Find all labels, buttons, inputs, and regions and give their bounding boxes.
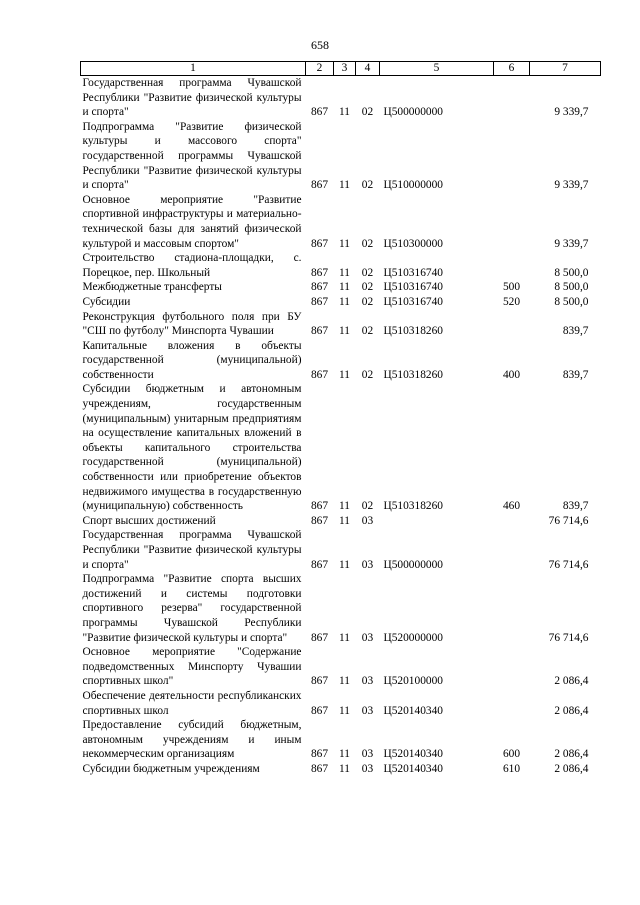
row-col6-cell: 610 (502, 762, 521, 775)
table-row (81, 251, 601, 280)
table-row (81, 295, 601, 310)
row-col5-cell: Ц500000000 (383, 558, 443, 571)
header-cell-4: 4 (356, 62, 380, 76)
row-col4-cell: 03 (361, 675, 374, 688)
row-col2-cell: 867 (310, 237, 329, 250)
table-row (81, 762, 601, 777)
row-col4-cell: 02 (361, 266, 374, 279)
row-col7-cell: 2 086,4 (554, 762, 589, 775)
row-name-cell: Основное мероприятие "Содержание подведомственных Минспорту Чувашии спортивных школ" (82, 646, 302, 688)
table-header (81, 62, 601, 76)
row-col7-cell: 839,7 (562, 368, 589, 381)
header-cell-2: 2 (306, 62, 334, 76)
row-col7-cell: 839,7 (562, 500, 589, 513)
row-col7-cell: 76 714,6 (548, 558, 589, 571)
header-cell-7: 7 (530, 62, 601, 76)
row-col4-cell: 02 (361, 106, 374, 119)
row-col3-cell: 11 (339, 500, 350, 513)
row-col2-cell: 867 (310, 762, 329, 775)
table-row (81, 310, 601, 339)
table-row (81, 645, 601, 689)
row-col6-cell (494, 528, 530, 572)
table-row (81, 689, 601, 718)
row-col7-cell: 9 339,7 (554, 237, 589, 250)
row-col5-cell: Ц520140340 (383, 704, 443, 717)
table-row (81, 718, 601, 762)
row-col6-cell: 600 (502, 748, 521, 761)
page-number: 658 (311, 38, 329, 52)
row-col6-cell (494, 76, 530, 120)
row-col2-cell: 867 (310, 558, 329, 571)
row-col3-cell: 11 (339, 514, 350, 527)
row-col2-cell: 867 (310, 704, 329, 717)
row-col5-cell: Ц510318260 (383, 325, 443, 338)
header-cell-6: 6 (494, 62, 530, 76)
table-row (81, 514, 601, 529)
row-col3-cell: 11 (339, 704, 350, 717)
row-col3-cell: 11 (339, 106, 350, 119)
row-col4-cell: 03 (361, 762, 374, 775)
row-col3-cell: 11 (339, 281, 350, 294)
row-name-cell: Государственная программа Чувашской Республики "Развитие физической культуры и спорта" (82, 77, 302, 119)
table-row (81, 572, 601, 645)
row-name-cell: Субсидии бюджетным учреждениям (82, 762, 260, 775)
row-col6-cell (494, 645, 530, 689)
table-row (81, 76, 601, 120)
row-name-cell: Субсидии бюджетным и автономным учреждениям, государственным (муниципальным) унитарным предприятиям на осуществление капитальных вложений в объекты капитального строительства государственной (муниципальной) собственности или приобретение объектов недвижимого имущества в государственную (муниципальную) собственность (82, 383, 302, 513)
row-name-cell: Предоставление субсидий бюджетным, автономным учреждениям и иным некоммерческим организациям (82, 719, 302, 761)
row-col5-cell: Ц510300000 (383, 237, 443, 250)
row-col2-cell: 867 (310, 179, 329, 192)
row-col4-cell: 02 (361, 237, 374, 250)
row-col2-cell: 867 (310, 500, 329, 513)
row-col6-cell (494, 193, 530, 251)
row-col3-cell: 11 (339, 748, 350, 761)
row-col5-cell: Ц510316740 (383, 266, 443, 279)
row-col4-cell: 02 (361, 281, 374, 294)
table-row (81, 280, 601, 295)
row-col7-cell: 8 500,0 (554, 295, 589, 308)
row-col5-cell: Ц510316740 (383, 281, 443, 294)
header-cell-1: 1 (81, 62, 306, 76)
row-col6-cell: 520 (502, 295, 521, 308)
row-col6-cell (494, 689, 530, 718)
row-col3-cell: 11 (339, 675, 350, 688)
row-col2-cell: 867 (310, 675, 329, 688)
row-col6-cell (494, 514, 530, 529)
row-col7-cell: 2 086,4 (554, 675, 589, 688)
row-col3-cell: 11 (339, 558, 350, 571)
row-col2-cell: 867 (310, 748, 329, 761)
row-col4-cell: 03 (361, 631, 374, 644)
row-col2-cell: 867 (310, 106, 329, 119)
row-name-cell: Подпрограмма "Развитие спорта высших достижений и системы подготовки спортивного резерва" государственной программы Чувашской Республики "Развитие физической культуры и спорта" (82, 573, 302, 644)
row-col4-cell: 03 (361, 514, 374, 527)
row-col3-cell: 11 (339, 266, 350, 279)
row-name-cell: Основное мероприятие "Развитие спортивной инфраструктуры и материально-технической базы для занятий физической культурой и массовым спортом" (82, 193, 302, 250)
row-col4-cell: 02 (361, 295, 374, 308)
row-name-cell: Реконструкция футбольного поля при БУ "СШ по футболу" Минспорта Чувашии (82, 310, 302, 338)
row-col4-cell: 02 (361, 179, 374, 192)
row-col3-cell: 11 (339, 631, 350, 644)
row-col5-cell: Ц510000000 (383, 179, 443, 192)
row-col3-cell: 11 (339, 179, 350, 192)
row-col5-cell: Ц500000000 (383, 106, 443, 119)
row-name-cell: Государственная программа Чувашской Республики "Развитие физической культуры и спорта" (82, 529, 302, 571)
table-row (81, 339, 601, 383)
row-name-cell: Капитальные вложения в объекты государственной (муниципальной) собственности (82, 339, 302, 381)
row-col2-cell: 867 (310, 514, 329, 527)
row-name-cell: Обеспечение деятельности республиканских спортивных школ (82, 689, 302, 717)
header-row (81, 62, 601, 76)
row-col7-cell: 2 086,4 (554, 704, 589, 717)
row-col7-cell: 839,7 (562, 325, 589, 338)
row-col6-cell: 400 (502, 368, 521, 381)
row-col7-cell: 8 500,0 (554, 281, 589, 294)
row-col5-cell: Ц520100000 (383, 675, 443, 688)
row-name-cell: Строительство стадиона-площадки, с. Порецкое, пер. Школьный (82, 252, 302, 279)
row-col5-cell (380, 514, 494, 529)
row-col3-cell: 11 (339, 762, 350, 775)
budget-table (80, 61, 601, 777)
row-col5-cell: Ц510316740 (383, 295, 443, 308)
row-col6-cell (494, 310, 530, 339)
row-col3-cell: 11 (339, 368, 350, 381)
row-col6-cell (494, 251, 530, 280)
row-name-cell: Межбюджетные трансферты (82, 281, 222, 294)
row-col2-cell: 867 (310, 295, 329, 308)
row-col2-cell: 867 (310, 266, 329, 279)
row-col7-cell: 9 339,7 (554, 106, 589, 119)
table-row (81, 528, 601, 572)
row-col5-cell: Ц520140340 (383, 748, 443, 761)
row-col6-cell (494, 572, 530, 645)
row-col5-cell: Ц520140340 (383, 762, 443, 775)
table-row (81, 382, 601, 513)
row-col4-cell: 02 (361, 368, 374, 381)
row-col3-cell: 11 (339, 325, 350, 338)
row-col6-cell: 500 (502, 281, 521, 294)
header-cell-3: 3 (334, 62, 356, 76)
row-col5-cell: Ц520000000 (383, 631, 443, 644)
row-col2-cell: 867 (310, 281, 329, 294)
row-col3-cell: 11 (339, 295, 350, 308)
row-name-cell: Подпрограмма "Развитие физической культуры и массового спорта" государственной программы Чувашской Республики "Развитие физической культуры и спорта" (82, 120, 302, 192)
row-col6-cell (494, 120, 530, 193)
row-col4-cell: 02 (361, 500, 374, 513)
header-cell-5: 5 (380, 62, 494, 76)
row-col4-cell: 03 (361, 748, 374, 761)
row-col7-cell: 76 714,6 (548, 514, 589, 527)
row-col5-cell: Ц510318260 (383, 368, 443, 381)
row-col5-cell: Ц510318260 (383, 500, 443, 513)
row-col2-cell: 867 (310, 631, 329, 644)
row-col2-cell: 867 (310, 325, 329, 338)
table-body (81, 76, 601, 777)
row-col7-cell: 76 714,6 (548, 631, 589, 644)
row-col4-cell: 03 (361, 704, 374, 717)
table-row (81, 120, 601, 193)
row-col7-cell: 9 339,7 (554, 179, 589, 192)
row-col2-cell: 867 (310, 368, 329, 381)
row-col4-cell: 03 (361, 558, 374, 571)
row-col4-cell: 02 (361, 325, 374, 338)
row-col3-cell: 11 (339, 237, 350, 250)
row-name-cell: Субсидии (82, 295, 131, 308)
row-col7-cell: 2 086,4 (554, 748, 589, 761)
row-name-cell: Спорт высших достижений (82, 514, 216, 527)
table-row (81, 193, 601, 251)
row-col6-cell: 460 (502, 500, 521, 513)
row-col7-cell: 8 500,0 (554, 266, 589, 279)
